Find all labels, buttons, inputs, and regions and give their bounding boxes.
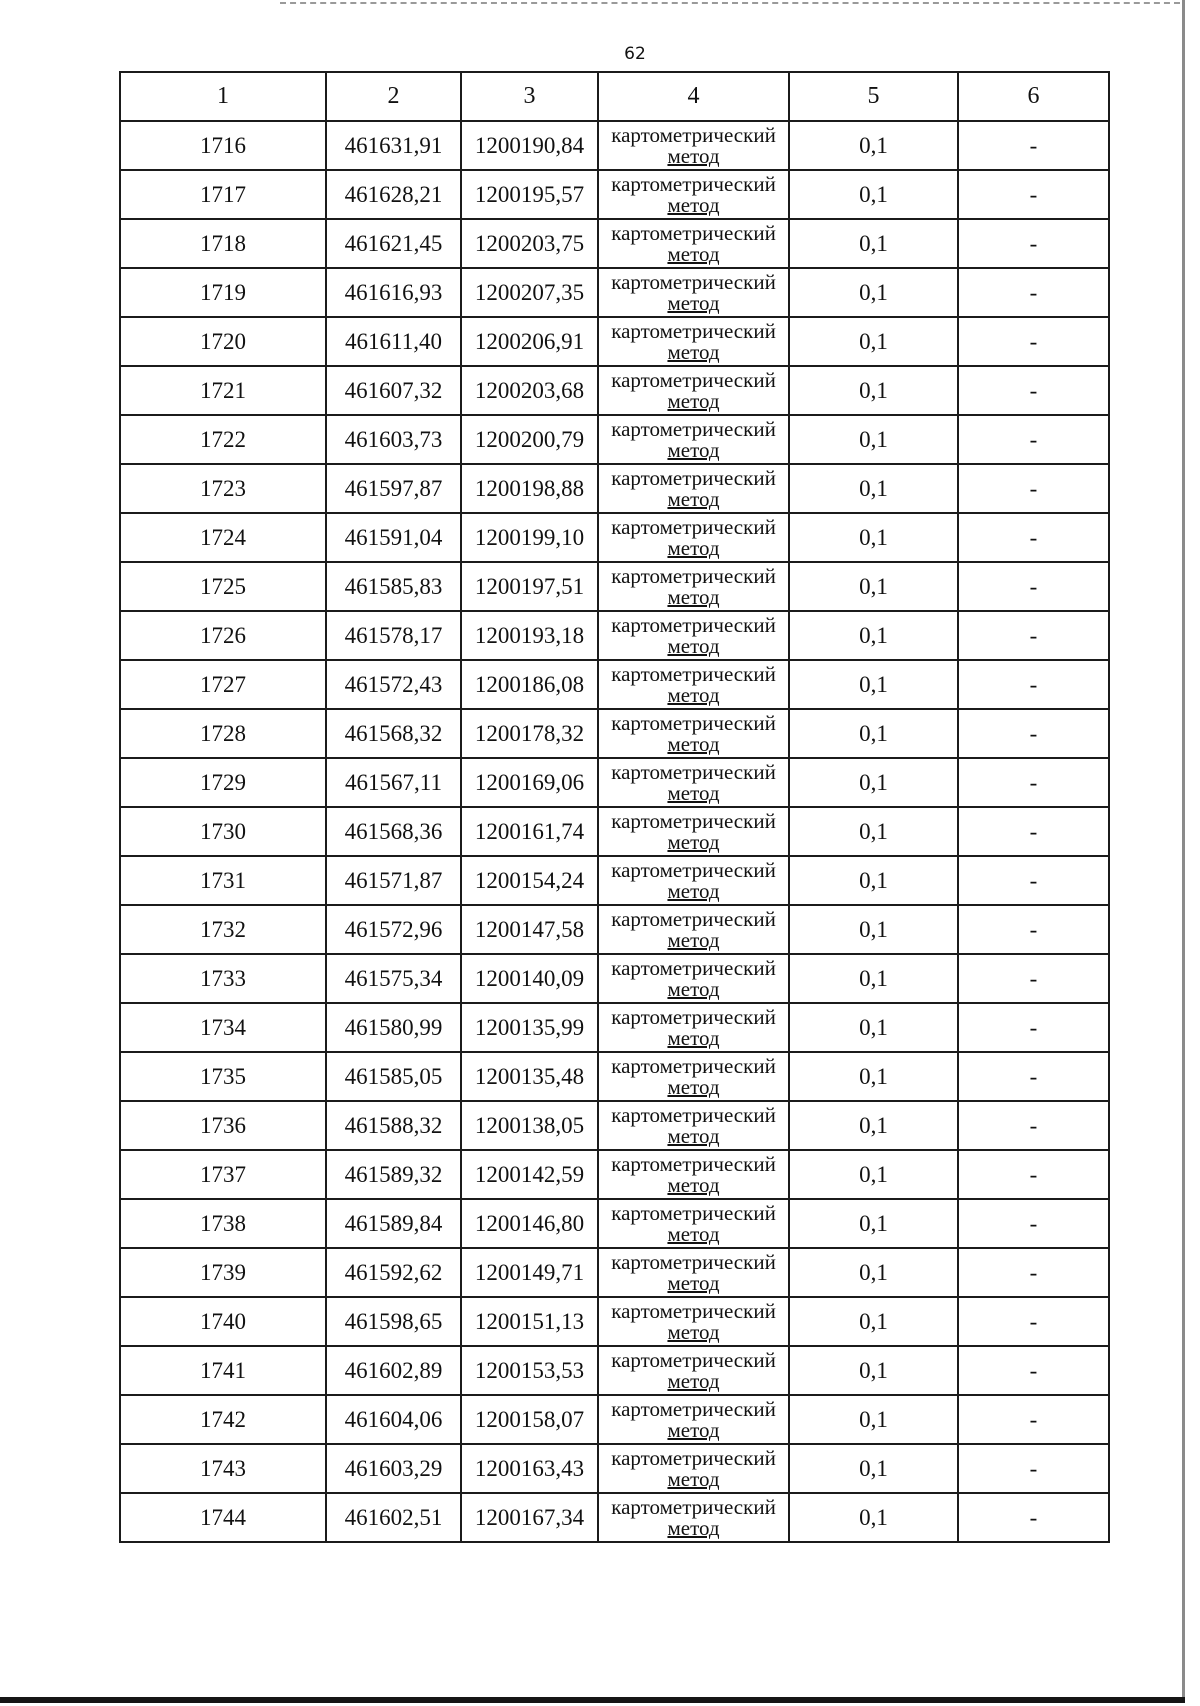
note-cell: - xyxy=(958,709,1109,758)
y-coordinate-cell: 1200153,53 xyxy=(461,1346,598,1395)
point-number-cell: 1718 xyxy=(120,219,326,268)
method-line-1: картометрический xyxy=(611,612,776,637)
page-number: 62 xyxy=(624,44,646,64)
y-coordinate-cell: 1200198,88 xyxy=(461,464,598,513)
note-cell: - xyxy=(958,1493,1109,1542)
method-cell xyxy=(598,807,789,856)
accuracy-cell: 0,1 xyxy=(789,758,958,807)
method-line-2: метод xyxy=(667,1270,720,1295)
x-coordinate-cell: 461603,73 xyxy=(326,415,461,464)
x-coordinate-cell: 461602,89 xyxy=(326,1346,461,1395)
note-cell: - xyxy=(958,1199,1109,1248)
note-cell: - xyxy=(958,905,1109,954)
method-line-1: картометрический xyxy=(611,1200,776,1225)
accuracy-cell: 0,1 xyxy=(789,268,958,317)
x-coordinate-cell: 461598,65 xyxy=(326,1297,461,1346)
method-cell xyxy=(598,317,789,366)
method-line-2: метод xyxy=(667,1025,720,1050)
method-line-1: картометрический xyxy=(611,1249,776,1274)
method-cell xyxy=(598,709,789,758)
point-number-cell: 1726 xyxy=(120,611,326,660)
method-line-1: картометрический xyxy=(611,1396,776,1421)
point-number-cell: 1724 xyxy=(120,513,326,562)
x-coordinate-cell: 461591,04 xyxy=(326,513,461,562)
note-cell: - xyxy=(958,268,1109,317)
method-cell xyxy=(598,856,789,905)
y-coordinate-cell: 1200195,57 xyxy=(461,170,598,219)
y-coordinate-cell: 1200169,06 xyxy=(461,758,598,807)
method-cell xyxy=(598,1444,789,1493)
method-line-1: картометрический xyxy=(611,906,776,931)
x-coordinate-cell: 461597,87 xyxy=(326,464,461,513)
y-coordinate-cell: 1200199,10 xyxy=(461,513,598,562)
note-cell: - xyxy=(958,1052,1109,1101)
accuracy-cell: 0,1 xyxy=(789,611,958,660)
x-coordinate-cell: 461568,36 xyxy=(326,807,461,856)
x-coordinate-cell: 461631,91 xyxy=(326,121,461,170)
note-cell: - xyxy=(958,856,1109,905)
note-cell: - xyxy=(958,464,1109,513)
method-cell xyxy=(598,1493,789,1542)
method-cell xyxy=(598,1199,789,1248)
note-cell: - xyxy=(958,1444,1109,1493)
table-row xyxy=(120,709,1109,758)
y-coordinate-cell: 1200178,32 xyxy=(461,709,598,758)
scan-bottom-edge-bar xyxy=(0,1697,1185,1703)
accuracy-cell: 0,1 xyxy=(789,366,958,415)
note-cell: - xyxy=(958,1101,1109,1150)
x-coordinate-cell: 461592,62 xyxy=(326,1248,461,1297)
method-cell xyxy=(598,1346,789,1395)
x-coordinate-cell: 461589,32 xyxy=(326,1150,461,1199)
method-line-1: картометрический xyxy=(611,1298,776,1323)
point-number-cell: 1728 xyxy=(120,709,326,758)
x-coordinate-cell: 461578,17 xyxy=(326,611,461,660)
method-line-2: метод xyxy=(667,1221,720,1246)
method-cell xyxy=(598,660,789,709)
point-number-cell: 1741 xyxy=(120,1346,326,1395)
header-col-3: 3 xyxy=(461,72,598,121)
point-number-cell: 1743 xyxy=(120,1444,326,1493)
point-number-cell: 1717 xyxy=(120,170,326,219)
table-row xyxy=(120,758,1109,807)
method-cell xyxy=(598,562,789,611)
table-row xyxy=(120,1052,1109,1101)
method-line-1: картометрический xyxy=(611,220,776,245)
method-line-2: метод xyxy=(667,1319,720,1344)
point-number-cell: 1732 xyxy=(120,905,326,954)
method-line-2: метод xyxy=(667,241,720,266)
y-coordinate-cell: 1200207,35 xyxy=(461,268,598,317)
method-line-1: картометрический xyxy=(611,416,776,441)
y-coordinate-cell: 1200203,75 xyxy=(461,219,598,268)
method-cell xyxy=(598,905,789,954)
method-cell xyxy=(598,1248,789,1297)
table-row xyxy=(120,366,1109,415)
method-line-1: картометрический xyxy=(611,759,776,784)
y-coordinate-cell: 1200158,07 xyxy=(461,1395,598,1444)
accuracy-cell: 0,1 xyxy=(789,415,958,464)
table-row xyxy=(120,562,1109,611)
x-coordinate-cell: 461572,96 xyxy=(326,905,461,954)
x-coordinate-cell: 461611,40 xyxy=(326,317,461,366)
method-cell xyxy=(598,121,789,170)
table-row xyxy=(120,905,1109,954)
note-cell: - xyxy=(958,366,1109,415)
x-coordinate-cell: 461602,51 xyxy=(326,1493,461,1542)
method-line-2: метод xyxy=(667,1417,720,1442)
accuracy-cell: 0,1 xyxy=(789,1150,958,1199)
method-cell xyxy=(598,366,789,415)
note-cell: - xyxy=(958,317,1109,366)
method-cell xyxy=(598,268,789,317)
point-number-cell: 1723 xyxy=(120,464,326,513)
header-col-4: 4 xyxy=(598,72,789,121)
point-number-cell: 1722 xyxy=(120,415,326,464)
method-line-2: метод xyxy=(667,486,720,511)
method-line-2: метод xyxy=(667,388,720,413)
method-line-2: метод xyxy=(667,584,720,609)
note-cell: - xyxy=(958,1395,1109,1444)
table-row xyxy=(120,660,1109,709)
note-cell: - xyxy=(958,1003,1109,1052)
point-number-cell: 1730 xyxy=(120,807,326,856)
point-number-cell: 1744 xyxy=(120,1493,326,1542)
point-number-cell: 1742 xyxy=(120,1395,326,1444)
method-cell xyxy=(598,1101,789,1150)
accuracy-cell: 0,1 xyxy=(789,856,958,905)
method-line-2: метод xyxy=(667,1074,720,1099)
note-cell: - xyxy=(958,1248,1109,1297)
note-cell: - xyxy=(958,1150,1109,1199)
method-line-1: картометрический xyxy=(611,1445,776,1470)
point-number-cell: 1739 xyxy=(120,1248,326,1297)
x-coordinate-cell: 461568,32 xyxy=(326,709,461,758)
y-coordinate-cell: 1200161,74 xyxy=(461,807,598,856)
method-line-1: картометрический xyxy=(611,122,776,147)
point-number-cell: 1738 xyxy=(120,1199,326,1248)
table-row xyxy=(120,268,1109,317)
point-number-cell: 1737 xyxy=(120,1150,326,1199)
accuracy-cell: 0,1 xyxy=(789,1199,958,1248)
method-line-1: картометрический xyxy=(611,710,776,735)
header-col-5: 5 xyxy=(789,72,958,121)
method-cell xyxy=(598,1052,789,1101)
header-col-2: 2 xyxy=(326,72,461,121)
y-coordinate-cell: 1200200,79 xyxy=(461,415,598,464)
table-row xyxy=(120,1150,1109,1199)
accuracy-cell: 0,1 xyxy=(789,1101,958,1150)
x-coordinate-cell: 461621,45 xyxy=(326,219,461,268)
x-coordinate-cell: 461567,11 xyxy=(326,758,461,807)
method-line-1: картометрический xyxy=(611,171,776,196)
note-cell: - xyxy=(958,758,1109,807)
accuracy-cell: 0,1 xyxy=(789,1493,958,1542)
table-row xyxy=(120,856,1109,905)
table-row xyxy=(120,1346,1109,1395)
point-number-cell: 1727 xyxy=(120,660,326,709)
scan-top-edge-line xyxy=(280,2,1180,4)
note-cell: - xyxy=(958,611,1109,660)
method-line-2: метод xyxy=(667,1515,720,1540)
accuracy-cell: 0,1 xyxy=(789,1444,958,1493)
x-coordinate-cell: 461628,21 xyxy=(326,170,461,219)
coordinates-table xyxy=(119,71,1110,1543)
point-number-cell: 1729 xyxy=(120,758,326,807)
y-coordinate-cell: 1200197,51 xyxy=(461,562,598,611)
table-row xyxy=(120,1395,1109,1444)
note-cell: - xyxy=(958,170,1109,219)
method-line-2: метод xyxy=(667,1123,720,1148)
x-coordinate-cell: 461575,34 xyxy=(326,954,461,1003)
table-row xyxy=(120,170,1109,219)
header-col-1: 1 xyxy=(120,72,326,121)
method-line-1: картометрический xyxy=(611,857,776,882)
table-body xyxy=(120,121,1109,1542)
accuracy-cell: 0,1 xyxy=(789,660,958,709)
method-line-1: картометрический xyxy=(611,1151,776,1176)
y-coordinate-cell: 1200186,08 xyxy=(461,660,598,709)
table-row xyxy=(120,1444,1109,1493)
method-line-2: метод xyxy=(667,976,720,1001)
table-row xyxy=(120,1248,1109,1297)
table-header xyxy=(120,72,1109,121)
method-line-1: картометрический xyxy=(611,1102,776,1127)
accuracy-cell: 0,1 xyxy=(789,1297,958,1346)
note-cell: - xyxy=(958,954,1109,1003)
table-row xyxy=(120,121,1109,170)
y-coordinate-cell: 1200163,43 xyxy=(461,1444,598,1493)
y-coordinate-cell: 1200190,84 xyxy=(461,121,598,170)
accuracy-cell: 0,1 xyxy=(789,905,958,954)
method-line-1: картометрический xyxy=(611,563,776,588)
accuracy-cell: 0,1 xyxy=(789,121,958,170)
point-number-cell: 1740 xyxy=(120,1297,326,1346)
x-coordinate-cell: 461572,43 xyxy=(326,660,461,709)
method-cell xyxy=(598,464,789,513)
note-cell: - xyxy=(958,121,1109,170)
method-line-1: картометрический xyxy=(611,1494,776,1519)
point-number-cell: 1721 xyxy=(120,366,326,415)
y-coordinate-cell: 1200206,91 xyxy=(461,317,598,366)
table-row xyxy=(120,1297,1109,1346)
point-number-cell: 1734 xyxy=(120,1003,326,1052)
point-number-cell: 1733 xyxy=(120,954,326,1003)
method-line-2: метод xyxy=(667,290,720,315)
point-number-cell: 1725 xyxy=(120,562,326,611)
note-cell: - xyxy=(958,415,1109,464)
method-cell xyxy=(598,219,789,268)
header-row xyxy=(120,72,1109,121)
method-line-2: метод xyxy=(667,535,720,560)
point-number-cell: 1731 xyxy=(120,856,326,905)
note-cell: - xyxy=(958,219,1109,268)
table-row xyxy=(120,464,1109,513)
method-line-1: картометрический xyxy=(611,367,776,392)
accuracy-cell: 0,1 xyxy=(789,1248,958,1297)
accuracy-cell: 0,1 xyxy=(789,1346,958,1395)
method-line-1: картометрический xyxy=(611,1347,776,1372)
method-line-1: картометрический xyxy=(611,514,776,539)
accuracy-cell: 0,1 xyxy=(789,1052,958,1101)
x-coordinate-cell: 461585,83 xyxy=(326,562,461,611)
accuracy-cell: 0,1 xyxy=(789,562,958,611)
y-coordinate-cell: 1200193,18 xyxy=(461,611,598,660)
table-row xyxy=(120,317,1109,366)
y-coordinate-cell: 1200142,59 xyxy=(461,1150,598,1199)
y-coordinate-cell: 1200167,34 xyxy=(461,1493,598,1542)
method-cell xyxy=(598,1297,789,1346)
x-coordinate-cell: 461580,99 xyxy=(326,1003,461,1052)
point-number-cell: 1720 xyxy=(120,317,326,366)
accuracy-cell: 0,1 xyxy=(789,1395,958,1444)
table-row xyxy=(120,611,1109,660)
table-row xyxy=(120,1199,1109,1248)
point-number-cell: 1736 xyxy=(120,1101,326,1150)
table-row xyxy=(120,415,1109,464)
accuracy-cell: 0,1 xyxy=(789,709,958,758)
y-coordinate-cell: 1200203,68 xyxy=(461,366,598,415)
method-line-2: метод xyxy=(667,143,720,168)
method-line-1: картометрический xyxy=(611,1053,776,1078)
method-line-2: метод xyxy=(667,927,720,952)
method-line-2: метод xyxy=(667,1466,720,1491)
method-cell xyxy=(598,415,789,464)
note-cell: - xyxy=(958,562,1109,611)
x-coordinate-cell: 461607,32 xyxy=(326,366,461,415)
method-cell xyxy=(598,1395,789,1444)
method-cell xyxy=(598,1150,789,1199)
note-cell: - xyxy=(958,513,1109,562)
x-coordinate-cell: 461571,87 xyxy=(326,856,461,905)
x-coordinate-cell: 461585,05 xyxy=(326,1052,461,1101)
method-line-2: метод xyxy=(667,192,720,217)
y-coordinate-cell: 1200146,80 xyxy=(461,1199,598,1248)
y-coordinate-cell: 1200140,09 xyxy=(461,954,598,1003)
method-line-1: картометрический xyxy=(611,955,776,980)
method-line-1: картометрический xyxy=(611,465,776,490)
table-row xyxy=(120,1493,1109,1542)
x-coordinate-cell: 461589,84 xyxy=(326,1199,461,1248)
x-coordinate-cell: 461588,32 xyxy=(326,1101,461,1150)
method-cell xyxy=(598,758,789,807)
y-coordinate-cell: 1200147,58 xyxy=(461,905,598,954)
point-number-cell: 1719 xyxy=(120,268,326,317)
note-cell: - xyxy=(958,1346,1109,1395)
method-cell xyxy=(598,1003,789,1052)
x-coordinate-cell: 461616,93 xyxy=(326,268,461,317)
accuracy-cell: 0,1 xyxy=(789,807,958,856)
x-coordinate-cell: 461604,06 xyxy=(326,1395,461,1444)
method-cell xyxy=(598,611,789,660)
accuracy-cell: 0,1 xyxy=(789,464,958,513)
table-row xyxy=(120,954,1109,1003)
header-col-6: 6 xyxy=(958,72,1109,121)
method-line-2: метод xyxy=(667,633,720,658)
y-coordinate-cell: 1200151,13 xyxy=(461,1297,598,1346)
y-coordinate-cell: 1200154,24 xyxy=(461,856,598,905)
method-line-1: картометрический xyxy=(611,269,776,294)
table-row xyxy=(120,1101,1109,1150)
method-line-2: метод xyxy=(667,829,720,854)
table-row xyxy=(120,219,1109,268)
method-line-2: метод xyxy=(667,731,720,756)
point-number-cell: 1735 xyxy=(120,1052,326,1101)
note-cell: - xyxy=(958,660,1109,709)
method-line-1: картометрический xyxy=(611,318,776,343)
method-line-1: картометрический xyxy=(611,1004,776,1029)
accuracy-cell: 0,1 xyxy=(789,219,958,268)
method-cell xyxy=(598,513,789,562)
y-coordinate-cell: 1200135,99 xyxy=(461,1003,598,1052)
method-cell xyxy=(598,954,789,1003)
method-line-2: метод xyxy=(667,437,720,462)
table-row xyxy=(120,513,1109,562)
method-line-2: метод xyxy=(667,878,720,903)
method-line-1: картометрический xyxy=(611,661,776,686)
method-line-2: метод xyxy=(667,1172,720,1197)
table-row xyxy=(120,1003,1109,1052)
method-line-1: картометрический xyxy=(611,808,776,833)
method-line-2: метод xyxy=(667,682,720,707)
accuracy-cell: 0,1 xyxy=(789,170,958,219)
accuracy-cell: 0,1 xyxy=(789,513,958,562)
note-cell: - xyxy=(958,807,1109,856)
accuracy-cell: 0,1 xyxy=(789,1003,958,1052)
y-coordinate-cell: 1200149,71 xyxy=(461,1248,598,1297)
y-coordinate-cell: 1200138,05 xyxy=(461,1101,598,1150)
x-coordinate-cell: 461603,29 xyxy=(326,1444,461,1493)
accuracy-cell: 0,1 xyxy=(789,954,958,1003)
point-number-cell: 1716 xyxy=(120,121,326,170)
table-row xyxy=(120,807,1109,856)
scan-right-edge-line xyxy=(1182,0,1185,1700)
method-line-2: метод xyxy=(667,780,720,805)
method-line-2: метод xyxy=(667,339,720,364)
method-line-2: метод xyxy=(667,1368,720,1393)
accuracy-cell: 0,1 xyxy=(789,317,958,366)
note-cell: - xyxy=(958,1297,1109,1346)
method-cell xyxy=(598,170,789,219)
y-coordinate-cell: 1200135,48 xyxy=(461,1052,598,1101)
